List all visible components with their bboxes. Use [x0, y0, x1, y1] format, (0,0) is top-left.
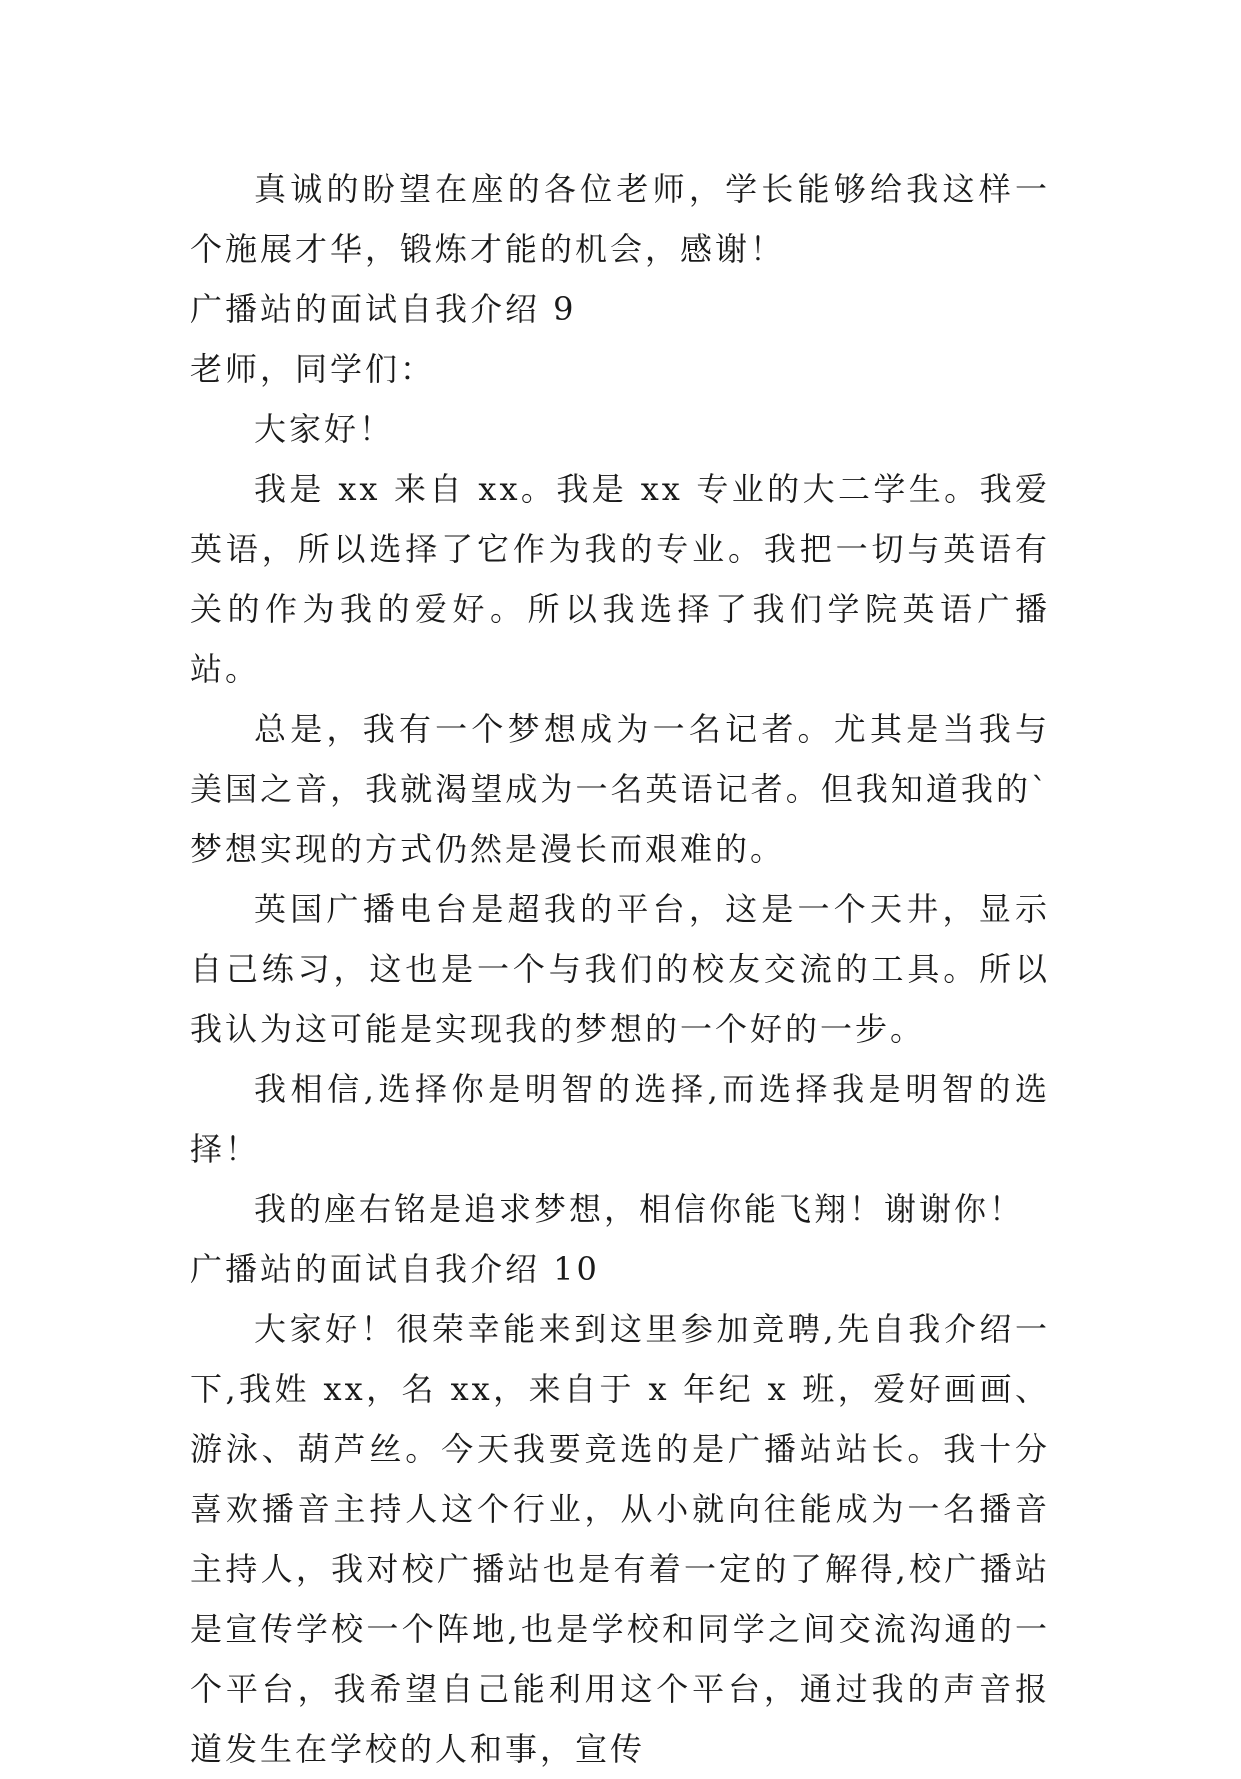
section-heading-9: 广播站的面试自我介绍 9 — [190, 290, 577, 328]
salutation: 老师，同学们： — [190, 350, 436, 388]
body-paragraph: 英国广播电台是超我的平台，这是一个天井，显示自己练习，这也是一个与我们的校友交流的工具。所以我认为这可能是实现我的梦想的一个好的一步。 — [190, 890, 1050, 1048]
section-heading-10: 广播站的面试自我介绍 10 — [190, 1250, 600, 1288]
greeting: 大家好！ — [254, 410, 395, 448]
body-paragraph: 我是 xx 来自 xx。我是 xx 专业的大二学生。我爱英语，所以选择了它作为我的专业。我把一切与英语有关的作为我的爱好。所以我选择了我们学院英语广播站。 — [190, 470, 1050, 688]
closing-paragraph: 真诚的盼望在座的各位老师，学长能够给我这样一个施展才华，锻炼才能的机会，感谢！ — [190, 170, 1050, 268]
body-paragraph: 总是，我有一个梦想成为一名记者。尤其是当我与美国之音，我就渴望成为一名英语记者。但我知道我的`梦想实现的方式仍然是漫长而艰难的。 — [190, 710, 1050, 868]
body-paragraph: 大家好！很荣幸能来到这里参加竞聘,先自我介绍一下,我姓 xx，名 xx，来自于 x 年纪 x 班，爱好画画、游泳、葫芦丝。今天我要竞选的是广播站站长。我十分喜欢播音主持人这个行业，从小就向往能成为一名播音主持人，我对校广播站也是有着一定的了解得,校广播站是宣传学校一个阵地,也是学校和同学之间交流沟通的一个平台，我希望自己能利用这个平台，通过我的声音报道发生在学校的人和事，宣传 — [190, 1310, 1050, 1768]
document-body — [190, 159, 1050, 1779]
body-paragraph: 我相信,选择你是明智的选择,而选择我是明智的选择！ — [190, 1070, 1050, 1168]
body-paragraph: 我的座右铭是追求梦想，相信你能飞翔！谢谢你！ — [254, 1190, 1025, 1228]
